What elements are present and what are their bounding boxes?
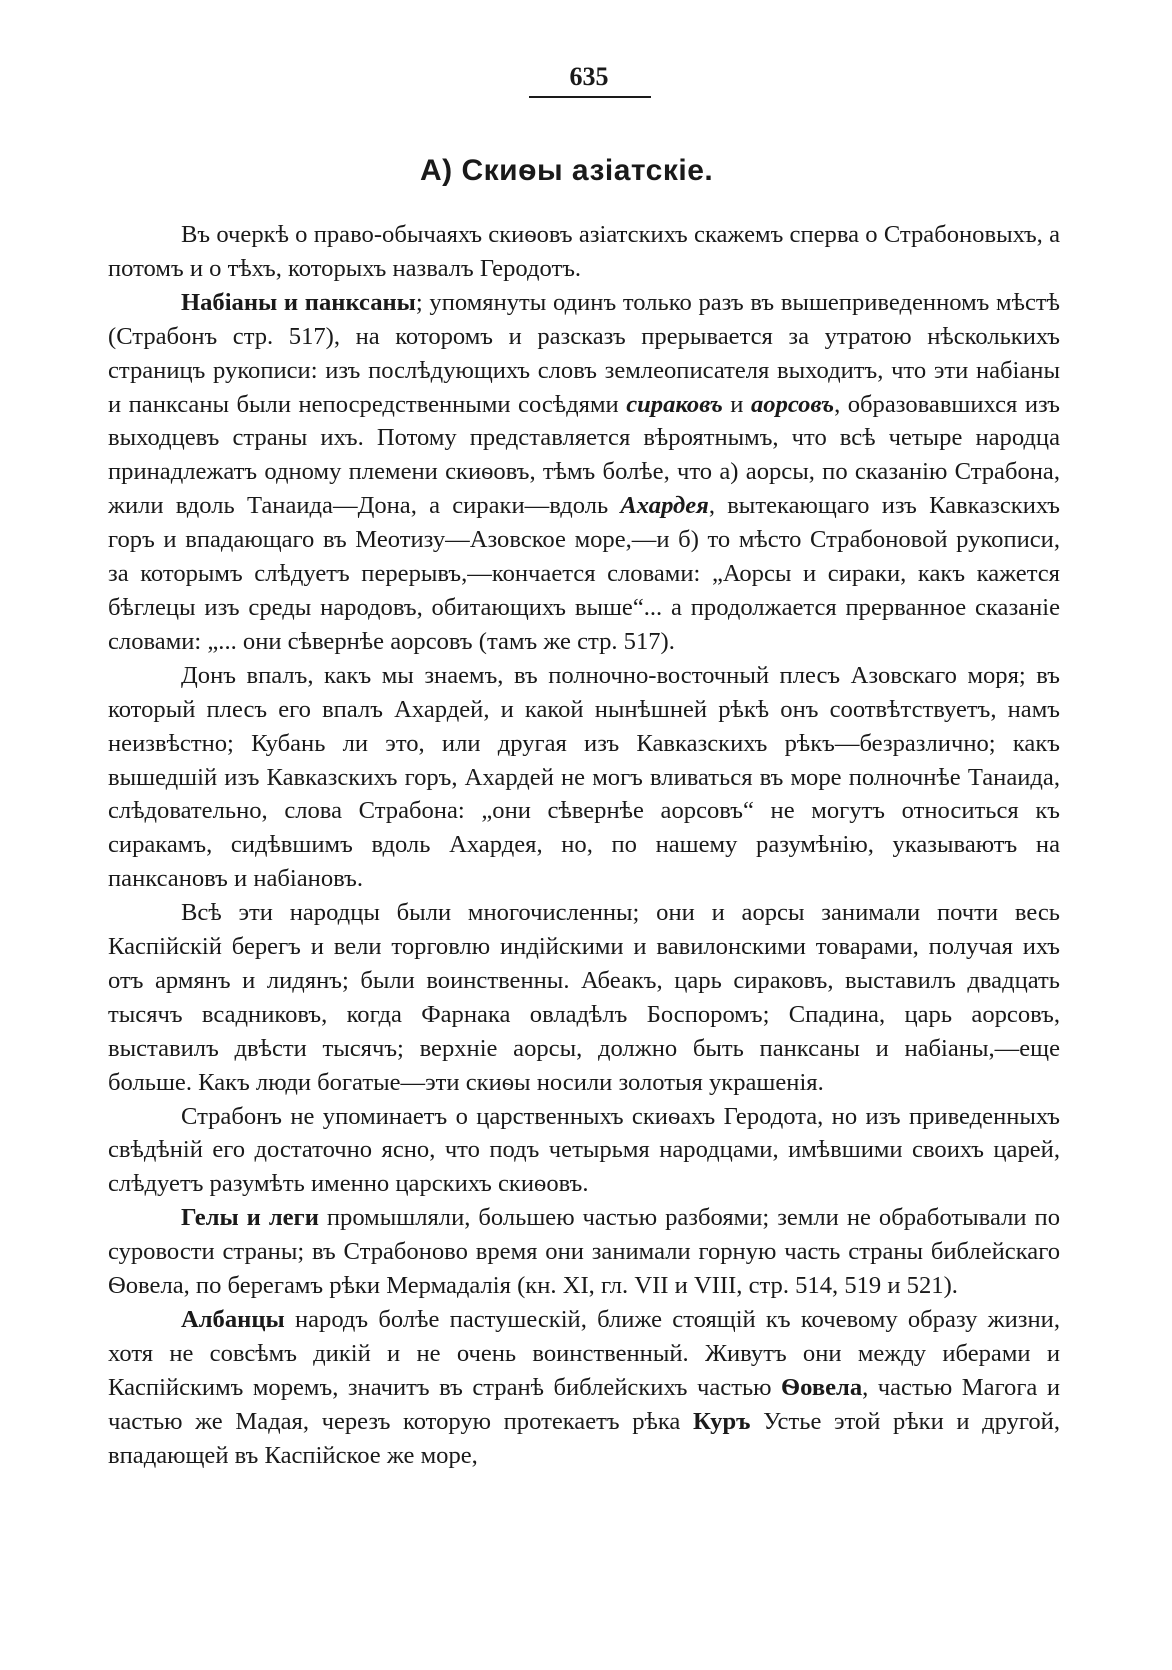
text-run: , образовавшихся изъ выходцевъ страны ихъ. Потому представляется вѣроятнымъ, что всѣ четыре народца принадлежатъ одному племени скиѳовъ, тѣмъ болѣе, что а) аорсы, по сказанію Страбона, жили вдоль Танаида—Дона, а сираки—вдоль — [108, 390, 1061, 520]
text-run: Донъ впалъ, какъ мы знаемъ, въ полночно-восточный плесъ Азовскаго моря; въ который плесъ его впалъ Ахардей, и какой нынѣшней рѣкѣ онъ соотвѣтствуетъ, намъ неизвѣстно; Кубань ли это, или другая изъ Кавказскихъ рѣкъ—безразлично; какъ вышедшій изъ Кавказскихъ горъ, Ахардей не могъ вливаться въ море полночнѣе Танаида, слѣдовательно, слова Страбона: „они сѣвернѣе аорсовъ“ не могутъ относиться къ сиракамъ, сидѣвшимъ вдоль Ахардея, но, по нашему разумѣнію, указываютъ на панксановъ и набіановъ. — [108, 661, 1060, 893]
paragraph — [108, 1201, 1060, 1303]
text-run: и — [722, 390, 751, 418]
text-run: Всѣ эти народцы были многочисленны; они и аорсы занимали почти весь Каспійскій берегъ и вели торговлю индійскими и вавилонскими товарами, получая ихъ отъ армянъ и лидянъ; были воинственны. Абеакъ, царь сираковъ, выставилъ двадцать тысячъ всадниковъ, когда Фарнака овладѣлъ Боспоромъ; Спадина, царь аорсовъ, выставилъ двѣсти тысячъ; верхніе аорсы, должно быть панксаны и набіаны,—еще больше. Какъ люди богатые—эти скиѳы носили золотыя украшенія. — [108, 899, 1060, 1096]
text-run: , вытекающаго изъ Кавказскихъ горъ и впадающаго въ Меотизу—Азовское море,—и б) то мѣсто Страбоновой рукописи, за которымъ слѣдуетъ перерывъ,—кончается словами: „Аорсы и сираки, какъ кажется бѣглецы изъ среды народовъ, обитающихъ выше“... а продолжается прерванное сказаніе словами: „... они сѣвернѣе аорсовъ (тамъ же стр. 517). — [108, 492, 1060, 655]
paragraph — [108, 218, 1060, 286]
paragraph — [108, 1303, 1060, 1473]
text-run: промышляли, большею частью разбоями; земли не обработывали по суровости страны; въ Страбоново время они занимали горную часть страны библейскаго Ѳовела, по берегамъ рѣки Мермадалія (кн. XI, гл. VII и VIII, стр. 514, 519 и 521). — [108, 1204, 1060, 1300]
bold-term: Набіаны и панксаны — [181, 288, 416, 316]
italic-term: аорсовъ — [750, 390, 835, 418]
body-text — [108, 218, 1060, 1473]
paragraph — [108, 896, 1060, 1099]
text-run: Устье этой рѣки и другой, впадающей въ Каспійское же море, — [108, 1407, 1060, 1469]
paragraph — [108, 286, 1060, 659]
page-number-rule — [529, 96, 651, 98]
text-run: , частью Магога и частью же Мадая, черезъ которую протекаетъ рѣка — [108, 1373, 1060, 1435]
bold-term: Гелы и леги — [181, 1204, 319, 1232]
section-heading: А) Скиѳы азіатскіе. — [420, 154, 714, 187]
text-run: Въ очеркѣ о право-обычаяхъ скиѳовъ азіатскихъ скажемъ сперва о Страбоновыхъ, а потомъ и о тѣхъ, которыхъ назвалъ Геродотъ. — [108, 221, 1060, 282]
paragraph — [108, 1100, 1060, 1202]
bold-term: Ѳовела — [781, 1373, 863, 1401]
bold-term: Албанцы — [181, 1306, 285, 1333]
italic-term: Ахардея — [620, 492, 709, 520]
italic-term: сираковъ — [626, 390, 723, 418]
page-number: 635 — [569, 62, 609, 91]
text-run: народъ болѣе пастушескій, ближе стоящій къ кочевому образу жизни, хотя не совсѣмъ дикій и не очень воинственный. Живутъ они между иберами и Каспійскимъ моремъ, значитъ въ странѣ библейскихъ частью — [108, 1306, 1060, 1401]
bold-term: Куръ — [692, 1407, 751, 1435]
paragraph — [108, 659, 1060, 896]
text-run: ; упомянуты одинъ только разъ въ вышеприведенномъ мѣстѣ (Страбонъ стр. 517), на которомъ и разсказъ прерывается за утратою нѣсколькихъ страницъ рукописи: изъ послѣдующихъ словъ землеописателя выходитъ, что эти набіаны и панксаны были непосредственными сосѣдями — [108, 288, 1060, 418]
text-run: Страбонъ не упоминаетъ о царственныхъ скиѳахъ Геродота, но изъ приведенныхъ свѣдѣній его достаточно ясно, что подъ четырьмя народцами, имѣвшими своихъ царей, слѣдуетъ разумѣть именно царскихъ скиѳовъ. — [108, 1102, 1060, 1198]
